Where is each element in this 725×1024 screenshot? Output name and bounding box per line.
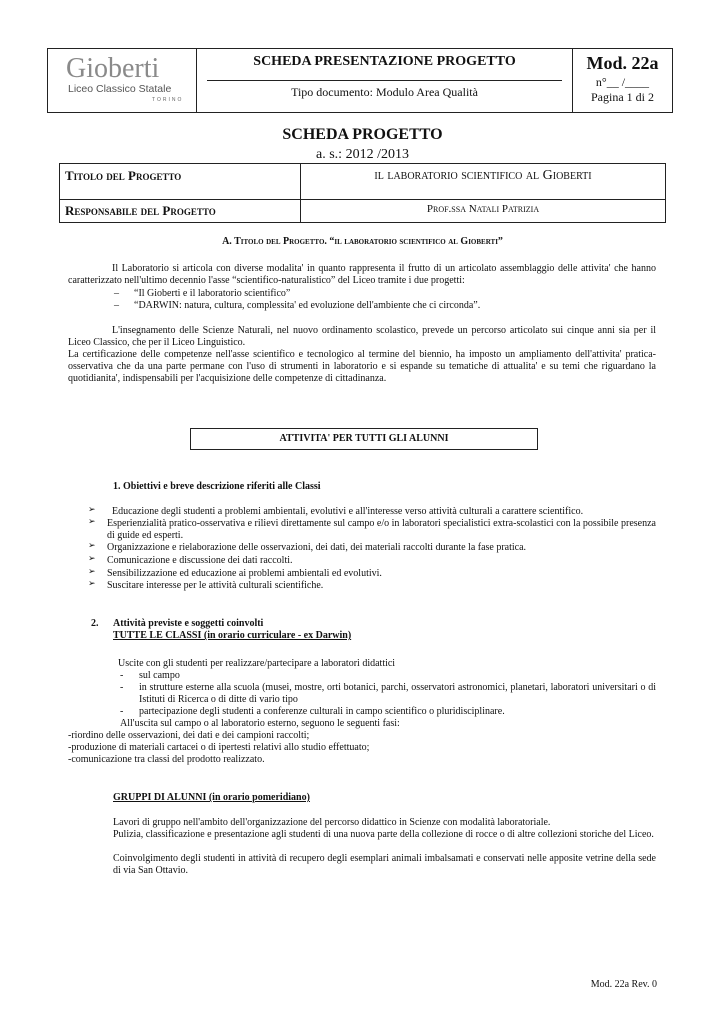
list-dash: - xyxy=(120,670,124,681)
module-number: n°__ /____ xyxy=(595,75,650,89)
header-module-cell xyxy=(573,49,672,112)
student-groups-heading: GRUPPI DI ALUNNI (in orario pomeridiano) xyxy=(113,792,310,803)
header-center-cell xyxy=(197,49,573,112)
activity-box xyxy=(190,428,538,450)
logo-subtitle: Liceo Classico Statale xyxy=(68,83,172,95)
header-title: SCHEDA PRESENTAZIONE PROGETTO xyxy=(253,54,516,69)
phase-item: -produzione di materiali cartacei o di ipertesti relativi allo studio effettuato; xyxy=(68,742,370,753)
page-footer: Mod. 22a Rev. 0 xyxy=(590,979,657,990)
module-code: Mod. 22a xyxy=(586,53,659,73)
document-header xyxy=(47,48,673,113)
school-logo xyxy=(48,49,197,112)
phase-item: -riordino delle osservazioni, dei dati e dei campioni raccolti; xyxy=(68,730,310,741)
section-a-para2: L'insegnamento delle Scienze Naturali, nel nuovo ordinamento scolastico, prevede un percorso articolato sui cinque anni sia per il Liceo Classico, che per il Liceo Linguistico. xyxy=(68,325,656,349)
section-2-number: 2. xyxy=(91,618,99,629)
project-info-table xyxy=(59,163,666,223)
logo-name: Gioberti xyxy=(66,53,160,84)
project-item: “Il Gioberti e il laboratorio scientifico” xyxy=(134,288,291,299)
arrow-bullet-icon: ➢ xyxy=(88,517,96,527)
arrow-bullet-icon: ➢ xyxy=(88,554,96,564)
project-item: “DARWIN: natura, cultura, complessita' ed evoluzione dell'ambiente che ci circonda”. xyxy=(134,300,481,311)
project-title-value: il laboratorio scientifico al Gioberti xyxy=(374,168,592,183)
groups-paragraph: Coinvolgimento degli studenti in attività di recupero degli esemplari animali imbalsamati e conservati nelle apposite vetrine della sede di via San Ottavio. xyxy=(113,853,656,877)
page-title: SCHEDA PROGETTO xyxy=(282,126,443,143)
header-divider xyxy=(207,80,562,81)
project-manager-label: Responsabile del Progetto xyxy=(65,203,216,218)
section-a-heading: A. Titolo del Progetto. “il laboratorio scientifico al Gioberti” xyxy=(222,236,503,247)
groups-paragraph: Lavori di gruppo nell'ambito dell'organizzazione del percorso didattico in Scienze con modalità laboratoriale. xyxy=(113,817,551,828)
all-classes-heading: TUTTE LE CLASSI (in orario curriculare - ex Darwin) xyxy=(113,630,352,641)
list-dash: - xyxy=(120,706,124,717)
objective-item: Organizzazione e rielaborazione delle osservazioni, dei dati, dei materiali raccolti durante la fase pratica. xyxy=(107,542,527,553)
objective-item: Suscitare interesse per le attività culturali scientifiche. xyxy=(107,580,324,591)
outings-intro: Uscite con gli studenti per realizzare/partecipare a laboratori didattici xyxy=(118,658,396,669)
section-a-intro: Il Laboratorio si articola con diverse modalita' in quanto rappresenta il frutto di un articolato assemblaggio delle attivita' che hanno caratterizzato nell'ultimo decennio l'asse “scientifico-naturalistico” del Liceo tramite i due progetti: xyxy=(68,263,656,287)
arrow-bullet-icon: ➢ xyxy=(88,567,96,577)
arrow-bullet-icon: ➢ xyxy=(88,579,96,589)
activity-box-label: ATTIVITA' PER TUTTI GLI ALUNNI xyxy=(279,433,449,444)
school-year: a. s.: 2012 /2013 xyxy=(316,147,409,162)
objective-item: Educazione degli studenti a problemi ambientali, evolutivi e all'interesse verso attività culturali a carattere scientifico. xyxy=(112,506,584,517)
outing-item: sul campo xyxy=(139,670,180,681)
section-1-heading: 1. Obiettivi e breve descrizione riferiti alle Classi xyxy=(113,481,321,492)
table-divider xyxy=(60,199,665,200)
objective-item: Sensibilizzazione ed educazione ai problemi ambientali ed evolutivi. xyxy=(107,568,382,579)
arrow-bullet-icon: ➢ xyxy=(88,541,96,551)
outing-item: in strutture esterne alla scuola (musei, mostre, orti botanici, parchi, osservatori astronomici, planetari, laboratori universitari o di Istituti di Ricerca o di ditte di vario tipo xyxy=(139,682,656,706)
list-dash: – xyxy=(114,300,119,311)
project-title-label: Titolo del Progetto xyxy=(65,168,182,183)
outings-followup: All'uscita sul campo o al laboratorio esterno, seguono le seguenti fasi: xyxy=(120,718,400,729)
project-manager-value: Prof.ssa Natali Patrizia xyxy=(426,203,540,215)
outing-item: partecipazione degli studenti a conferenze culturali in campo scientifico o pluridisciplinare. xyxy=(139,706,505,717)
logo-city: TORINO xyxy=(152,97,184,103)
groups-paragraph: Pulizia, classificazione e presentazione agli studenti di una nuova parte della collezione di rocce o di altre collezioni storiche del Liceo. xyxy=(113,829,654,840)
phase-item: -comunicazione tra classi del prodotto realizzato. xyxy=(68,754,265,765)
section-a-para3: La certificazione delle competenze nell'asse scientifico e tecnologico al termine del biennio, ha imposto un ampliamento dell'attivita' pratica-osservativa che da una parte permane con l'uso di strumenti in laboratorio e si espande su tematiche di attualita' e su temi che riguardano la quotidianita', indispensabili per l'acquisizione delle competenze di cittadinanza. xyxy=(68,349,656,385)
list-dash: - xyxy=(120,682,124,693)
arrow-bullet-icon: ➢ xyxy=(88,505,96,515)
page-indicator: Pagina 1 di 2 xyxy=(591,90,654,104)
section-2-heading: Attività previste e soggetti coinvolti xyxy=(113,618,264,629)
objective-item: Esperienzialità pratico-osservativa e rilievi direttamente sul campo e/o in laboratori specialistici extra-scolastici con la possibile presenza di guide ed esperti. xyxy=(107,518,656,542)
list-dash: – xyxy=(114,288,119,299)
document-type: Tipo documento: Modulo Area Qualità xyxy=(291,85,478,99)
objective-item: Comunicazione e discussione dei dati raccolti. xyxy=(107,555,293,566)
